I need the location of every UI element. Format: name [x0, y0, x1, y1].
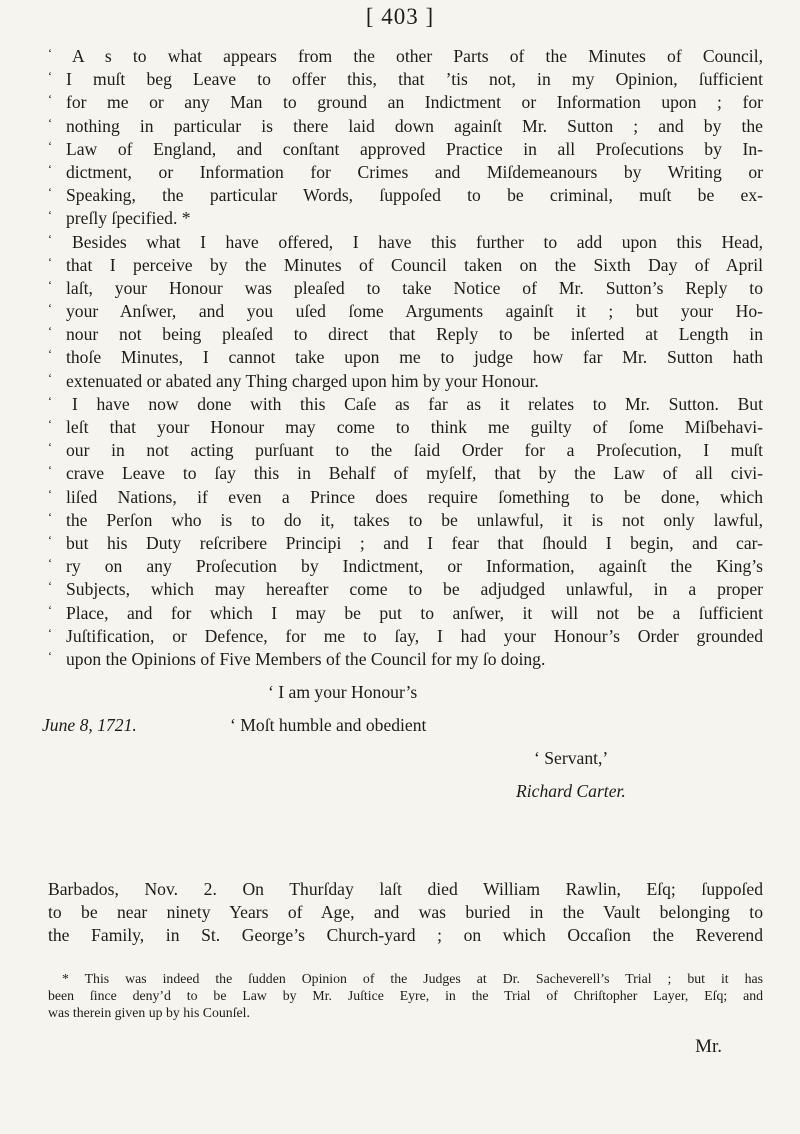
line-text: thoſe Minutes, I cannot take upon me to judge how far Mr. Sutton hath	[66, 347, 763, 368]
quote-mark: ‘	[48, 46, 52, 60]
news-line: to be near ninety Years of Age, and was buried in the Vault belonging to	[48, 902, 763, 923]
text-line	[48, 300, 763, 323]
line-text: Place, and for which I may be put to anſwer, it will not be a ſufficient	[66, 602, 763, 623]
signoff	[42, 681, 763, 813]
text-line	[48, 648, 763, 671]
text-line	[48, 346, 763, 369]
quote-mark: ‘	[48, 231, 52, 246]
quote-mark: ‘	[48, 208, 52, 223]
line-text: the Perſon who is to do it, takes to be unlawful, it is not only lawful,	[66, 509, 763, 530]
catchword: Mr.	[695, 1036, 722, 1057]
line-text: your Anſwer, and you uſed ſome Arguments againſt it ; but your Ho-	[66, 301, 763, 322]
text-line	[48, 91, 763, 114]
news-item	[48, 878, 763, 948]
signatory-name: Richard Carter.	[516, 781, 626, 802]
text-line	[48, 555, 763, 578]
line-text: upon the Opinions of Five Members of the Council for my ſo doing.	[66, 648, 546, 669]
text-line	[48, 486, 763, 509]
quote-mark: ‘	[48, 532, 52, 547]
line-text: I have now done with this Caſe as far as it relates to Mr. Sutton. But	[72, 393, 763, 414]
signoff-row	[48, 780, 763, 813]
footnote	[48, 970, 763, 1021]
text-line	[48, 625, 763, 648]
quote-mark: ‘	[48, 115, 52, 130]
text-line	[48, 254, 763, 277]
quote-mark: ‘	[48, 92, 52, 107]
line-text: nour not being pleaſed to direct that Reply to be inſerted at Length in	[66, 324, 763, 345]
text-line	[48, 207, 763, 230]
text-line	[48, 184, 763, 207]
text-line	[48, 462, 763, 485]
signoff-closing: ‘ Moſt humble and obedient	[230, 715, 427, 736]
news-line: the Family, in St. George’s Church-yard ; on which Occaſion the Reverend	[48, 925, 763, 946]
line-text: liſed Nations, if even a Prince does require ſomething to be done, which	[66, 486, 763, 507]
text-line	[48, 68, 763, 91]
text-line	[48, 115, 763, 138]
line-text: our in not acting purſuant to the ſaid Order for a Proſecution, I muſt	[66, 440, 763, 461]
quote-mark: ‘	[48, 161, 52, 176]
line-text: leſt that your Honour may come to think me guilty of ſome Miſbehavi-	[66, 417, 763, 437]
quote-mark: ‘	[48, 625, 52, 640]
quote-mark: ‘	[48, 556, 52, 571]
line-text: laſt, your Honour was pleaſed to take Notice of Mr. Sutton’s Reply to	[66, 277, 763, 298]
line-text: but his Duty reſcribere Principi ; and I fear that ſhould I begin, and car-	[66, 532, 763, 553]
quote-mark: ‘	[48, 69, 52, 84]
line-text: Speaking, the particular Words, ſuppoſed to be criminal, muſt be ex-	[66, 185, 763, 206]
quote-mark: ‘	[48, 185, 52, 200]
line-text: Besides what I have offered, I have this further to add upon this Head,	[72, 231, 763, 252]
line-text: preſly ſpecified. *	[66, 208, 191, 229]
text-line	[48, 277, 763, 300]
page-number: [ 403 ]	[365, 4, 435, 29]
quote-mark: ‘	[48, 486, 52, 501]
footnote-line: been ſince deny’d to be Law by Mr. Juſtice Eyre, in the Trial of Chriſtopher Layer, Eſq; and	[48, 988, 763, 1003]
line-text: ry on any Proſecution by Indictment, or Information, againſt the King’s	[66, 556, 763, 577]
quote-mark: ‘	[48, 463, 52, 478]
quote-mark: ‘	[48, 277, 52, 292]
quote-mark: ‘	[48, 602, 52, 617]
text-line	[48, 138, 763, 161]
quote-mark: ‘	[48, 324, 52, 339]
quote-mark: ‘	[48, 138, 52, 153]
quote-mark: ‘	[48, 509, 52, 524]
text-line	[48, 370, 763, 393]
signoff-row	[48, 681, 763, 714]
signoff-salutation: ‘ I am your Honour’s	[268, 682, 418, 703]
text-line	[48, 393, 763, 416]
signoff-row	[48, 747, 763, 780]
quote-mark: ‘	[48, 417, 52, 431]
line-text: nothing in particular is there laid down againſt Mr. Sutton ; and by the	[66, 115, 763, 136]
line-text: Juſtification, or Defence, for me to ſay, I had your Honour’s Order grounded	[66, 625, 763, 646]
text-line	[48, 416, 763, 439]
line-text: I muſt beg Leave to offer this, that ’tis not, in my Opinion, ſufficient	[66, 69, 763, 90]
text-line	[48, 45, 763, 68]
line-text: dictment, or Information for Crimes and Miſdemeanours by Writing or	[66, 161, 763, 182]
line-text: extenuated or abated any Thing charged upon him by your Honour.	[66, 370, 539, 391]
quote-mark: ‘	[48, 393, 52, 408]
text-line	[48, 439, 763, 462]
text-line	[48, 532, 763, 555]
text-line	[48, 161, 763, 184]
footnote-line: was therein given up by his Counſel.	[48, 1005, 250, 1020]
quote-mark: ‘	[48, 347, 52, 362]
text-line	[48, 578, 763, 601]
quote-mark: ‘	[48, 648, 52, 663]
line-text: A s to what appears from the other Parts of the Minutes of Council,	[72, 46, 763, 66]
footnote-line: * This was indeed the ſudden Opinion of the Judges at Dr. Sacheverell’s Trial ; but it has	[62, 971, 763, 986]
quote-mark: ‘	[48, 254, 52, 269]
line-text: Subjects, which may hereafter come to be adjudged unlawful, in a proper	[66, 579, 763, 600]
text-line	[48, 509, 763, 532]
text-line	[48, 231, 763, 254]
line-text: for me or any Man to ground an Indictment or Information upon ; for	[66, 92, 763, 113]
quote-mark: ‘	[48, 301, 52, 316]
line-text: that I perceive by the Minutes of Council taken on the Sixth Day of April	[66, 254, 763, 275]
signoff-row	[42, 714, 763, 747]
letter-body	[42, 45, 763, 813]
line-text: Law of England, and conſtant approved Practice in all Proſecutions by In-	[66, 138, 763, 159]
line-text: crave Leave to ſay this in Behalf of myſelf, that by the Law of all civi-	[66, 463, 763, 484]
quote-mark: ‘	[48, 579, 52, 594]
letter-date: June 8, 1721.	[42, 715, 137, 736]
signoff-servant: ‘ Servant,’	[534, 748, 609, 769]
text-line	[48, 602, 763, 625]
text-line	[48, 323, 763, 346]
quote-mark: ‘	[48, 440, 52, 455]
news-line: Barbados, Nov. 2. On Thurſday laſt died William Rawlin, Eſq; ſuppoſed	[48, 879, 763, 899]
quote-mark: ‘	[48, 370, 52, 385]
